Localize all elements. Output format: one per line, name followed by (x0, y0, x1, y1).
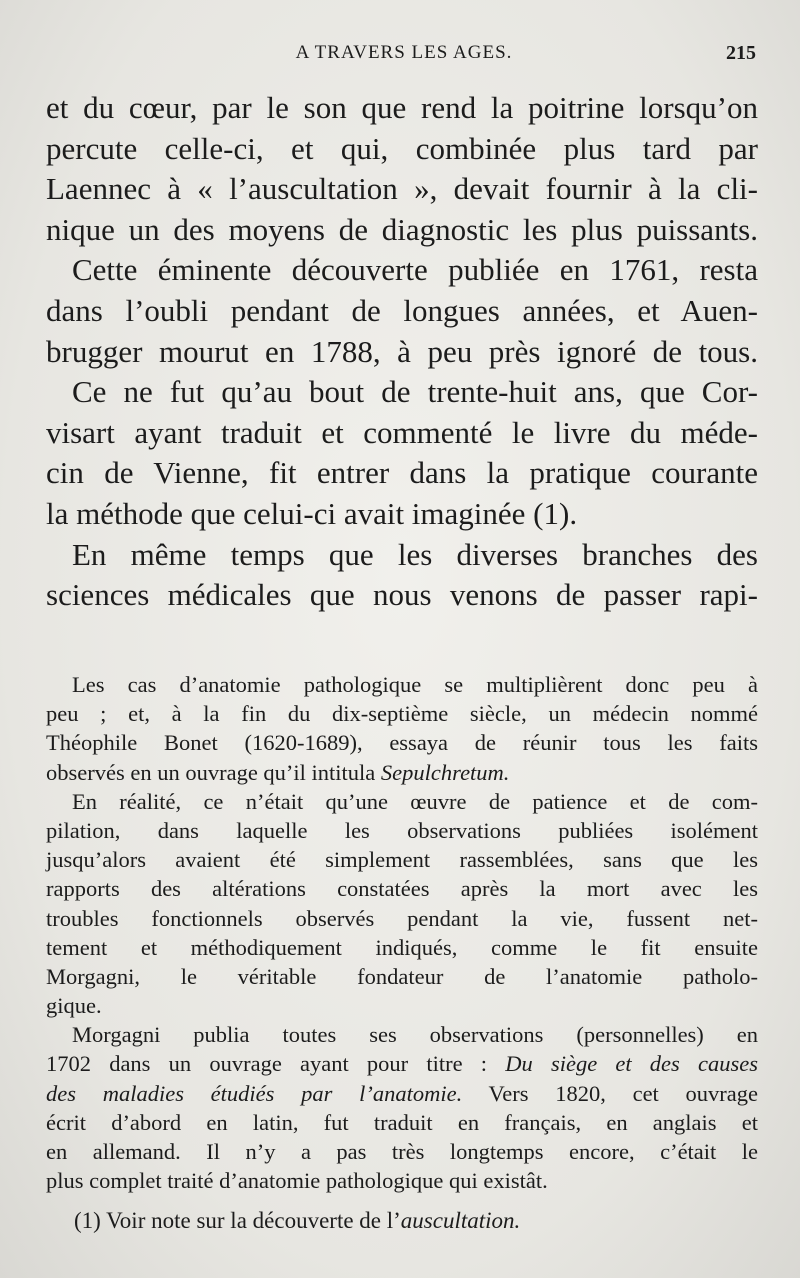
note-text: 1702 dans un ouvrage ayant pour titre : (46, 1051, 506, 1077)
small-print-notes (46, 670, 758, 1195)
main-paragraphs (46, 88, 758, 616)
text-line: Ce ne fut qu’au bout de trente-huit ans, que Cor- (72, 374, 758, 410)
text-line: En même temps que les diverses branches des (72, 536, 758, 572)
text-line: brugger mourut en 1788, à peu près ignoré de tous. (46, 333, 758, 369)
note-text: observés en un ouvrage qu’il intitula (46, 759, 381, 785)
text-line: cin de Vienne, fit entrer dans la pratique courante (46, 455, 758, 491)
text-line: Cette éminente découverte publiée en 1761, resta (72, 252, 758, 288)
note-line: En réalité, ce n’était qu’une œuvre de patience et de com- (72, 788, 758, 814)
book-title-sepulchretum: Sepulchretum. (380, 759, 510, 785)
note-line: peu ; et, à la fin du dix-septième siècle, un médecin nommé (46, 701, 758, 727)
running-title: A TRAVERS LES AGES. (295, 42, 513, 63)
book-title-morgagni: Du siège et des causes (505, 1051, 758, 1077)
text-line: visart ayant traduit et commenté le livre du méde- (46, 414, 758, 450)
text-line: dans l’oubli pendant de longues années, et Auen- (46, 292, 758, 328)
note-text: Vers 1820, cet ouvrage (462, 1080, 758, 1106)
note-line (46, 758, 758, 787)
page-header (48, 40, 760, 70)
note-line: jusqu’alors avaient été simplement rassemblées, sans que les (46, 847, 758, 873)
note-line: rapports des altérations constatées après la mort avec les (46, 876, 758, 902)
text-line: la méthode que celui-ci avait imaginée (1). (46, 495, 578, 531)
text-line: sciences médicales que nous venons de passer rapi- (46, 577, 758, 613)
note-line: Les cas d’anatomie pathologique se multiplièrent donc peu à (72, 672, 758, 697)
note-line: tement et méthodiquement indiqués, comme le fit ensuite (46, 934, 758, 960)
footnote-italic: auscultation. (400, 1208, 521, 1233)
note-line: gique. (46, 993, 102, 1019)
note-line: pilation, dans laquelle les observations publiées isolément (46, 817, 758, 843)
text-line: nique un des moyens de diagnostic les plus puissants. (46, 211, 758, 247)
text-line: Laennec à « l’auscultation », devait fournir à la cli- (46, 171, 758, 207)
note-line: Morgagni, le véritable fondateur de l’anatomie patholo- (46, 963, 758, 989)
note-line: en allemand. Il n’y a pas très longtemps encore, c’était le (46, 1139, 758, 1164)
footnote-text: (1) Voir note sur la découverte de l’ (74, 1208, 401, 1233)
note-line: Morgagni publia toutes ses observations (personnelles) en (72, 1022, 758, 1048)
note-line (46, 1049, 758, 1078)
note-line: Théophile Bonet (1620-1689), essaya de réunir tous les faits (46, 730, 758, 756)
text-line: percute celle-ci, et qui, combinée plus tard par (46, 130, 758, 166)
page-number: 215 (726, 42, 756, 64)
book-title-morgagni-cont: des maladies étudiés par l’anatomie. (46, 1080, 463, 1106)
note-line: troubles fonctionnels observés pendant la vie, fussent net- (46, 905, 758, 931)
text-line: et du cœur, par le son que rend la poitrine lorsqu’on (46, 90, 758, 125)
note-line: plus complet traité d’anatomie pathologique qui existât. (46, 1168, 548, 1194)
note-line (46, 1079, 758, 1108)
note-line: écrit d’abord en latin, fut traduit en français, en anglais et (46, 1109, 758, 1135)
footnote (74, 1206, 520, 1236)
